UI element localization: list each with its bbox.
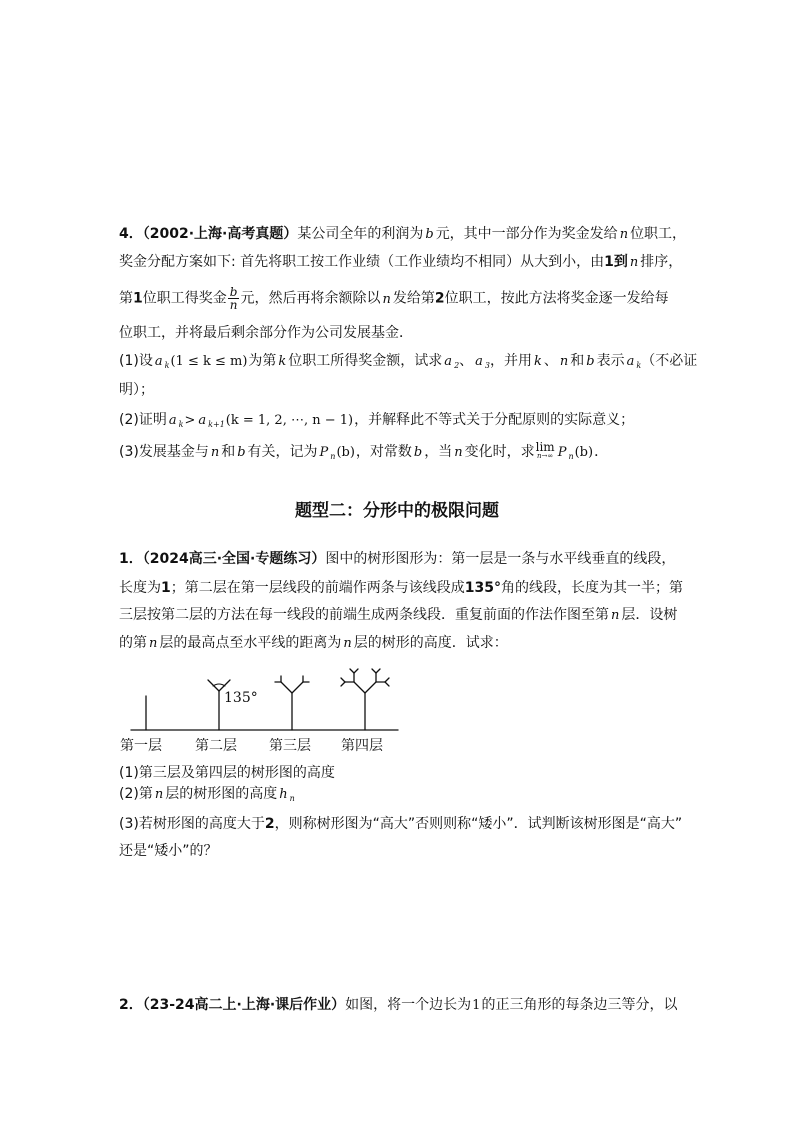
tree-figure — [118, 650, 408, 756]
problem1-line1: 1．（2024高三·全国·专题练习）图中的树形图形为：第一层是一条与水平线垂直的线段， — [119, 551, 676, 567]
problem-number: 2． — [119, 997, 143, 1013]
limit-operator: lim n→∞ — [535, 440, 555, 460]
problem4-line2: 奖金分配方案如下: 首先将职工按工作业绩（工作业绩均不相同）从大到小，由1到 n 排序， — [119, 254, 683, 270]
problem-number: 4． — [119, 226, 143, 242]
tree-label-2: 第二层 — [195, 738, 237, 754]
problem-source: （23-24高二上·上海·课后作业） — [142, 997, 346, 1013]
angle-label: 135° — [224, 690, 258, 706]
problem2-line1: 2．（23-24高二上·上海·课后作业）如图，将一个边长为1的正三角形的每条边三等分，以 — [119, 997, 678, 1013]
problem4-question1-cont: 明）； — [119, 382, 154, 398]
problem-number: 1． — [119, 551, 143, 567]
problem4-line4: 位职工，并将最后剩余部分作为公司发展基金． — [119, 325, 413, 341]
tree-label-3: 第三层 — [269, 738, 311, 754]
problem4-question1: (1)设 a $_k$(1 ≤ k ≤ m)为第 k 位职工所得奖金额，试求 a $_2$、 a $_3$，并用 k 、 n 和 b 表示 a $_k$（不必证 — [119, 353, 698, 370]
tree-level-4 — [341, 669, 389, 730]
problem1-question3-cont: 还是“矮小”的？ — [119, 843, 218, 859]
problem1-line3: 三层按第二层的方法在每一线段的前端生成两条线段．重复前面的作法作图至第 n 层．设树 — [119, 607, 678, 623]
problem4-question2: (2)证明 a $_k$> a $_{k+1}$(k = 1, 2, ⋯, n − 1)，并解释此不等式关于分配原则的实际意义； — [119, 412, 635, 429]
tree-label-1: 第一层 — [120, 738, 162, 754]
problem-source: （2002·上海·高考真题） — [142, 226, 298, 242]
problem1-question1: (1)第三层及第四层的树形图的高度 — [119, 765, 335, 781]
fraction-b-over-n: $\frac{b}{n}$ — [229, 285, 238, 312]
section-title: 题型二：分形中的极限问题 — [295, 501, 499, 521]
tree-level-3 — [275, 676, 309, 730]
problem4-line1: 4．（2002·上海·高考真题）某公司全年的利润为 b 元，其中一部分作为奖金发给 n 位职工， — [119, 226, 687, 242]
problem1-question3: (3)若树形图的高度大于2，则称树形图为“高大”否则则称“矮小”．试判断该树形图是“高大” — [119, 816, 683, 832]
tree-label-4: 第四层 — [341, 738, 383, 754]
problem1-question2: (2)第 n 层的树形图的高度 h $_n$ — [119, 786, 295, 803]
problem-source: （2024高三·全国·专题练习） — [142, 551, 326, 567]
problem4-line3: 第1位职工得奖金 $\frac{b}{n}$ 元，然后再将余额除以 n 发给第2位职工，按此方法将奖金逐一发给每 — [119, 285, 669, 312]
problem4-question3: (3)发展基金与 n 和 b 有关，记为 P $_n$(b)，对常数 b ，当 n 变化时，求 lim n→∞ P $_n$(b)． — [119, 440, 609, 461]
problem1-line4: 的第 n 层的最高点至水平线的距离为 n 层的树形的高度．试求： — [119, 635, 508, 651]
problem1-line2: 长度为1；第二层在第一层线段的前端作两条与该线段成135°角的线段，长度为其一半；第 — [119, 580, 683, 596]
